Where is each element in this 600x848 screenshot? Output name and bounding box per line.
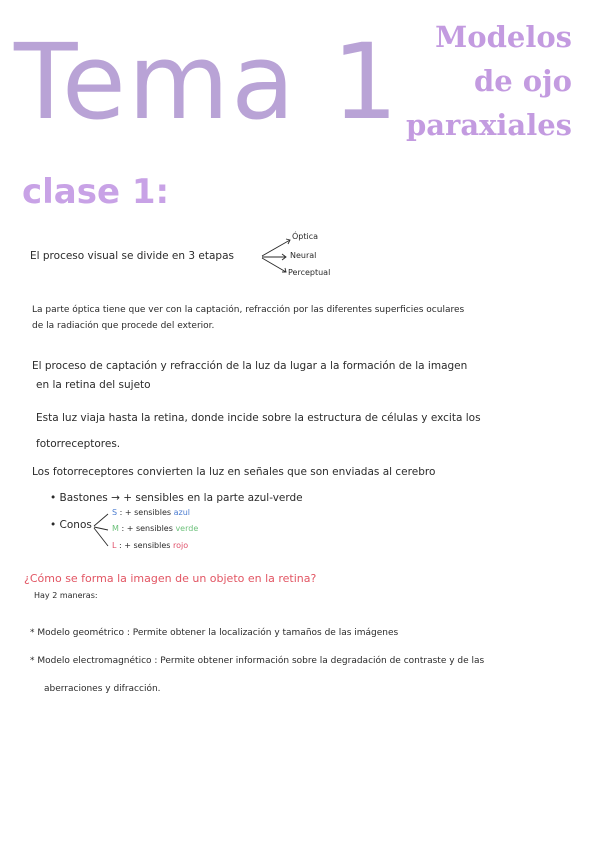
cono-l-letter: L [112, 541, 117, 550]
cono-m-text: : + sensibles [121, 524, 173, 533]
cono-s-text: : + sensibles [119, 508, 172, 517]
etapa-perceptual: Perceptual [288, 268, 331, 277]
parte-optica-line-2: de la radiación que procede del exterior. [32, 321, 215, 331]
cono-l [112, 541, 188, 550]
question-heading: ¿Cómo se forma la imagen de un objeto en la retina? [24, 572, 317, 585]
proceso-text: El proceso visual se divide en 3 etapas [30, 250, 234, 262]
bastones-text: • Bastones → + sensibles en la parte azul-verde [50, 492, 303, 504]
cono-s [112, 508, 190, 517]
modelo-geometrico: * Modelo geométrico : Permite obtener la localización y tamaños de las imágenes [30, 628, 399, 638]
etapa-optica: Óptica [292, 232, 319, 241]
cono-m-letter: M [112, 524, 119, 533]
cono-m [112, 524, 198, 533]
subtitle-line-3: paraxiales [405, 108, 572, 142]
captacion-line-2: en la retina del sujeto [36, 379, 151, 391]
page-title: Tema 1 [14, 21, 401, 143]
cono-s-letter: S [112, 508, 118, 517]
cono-l-color: rojo [173, 541, 189, 550]
cono-s-color: azul [173, 508, 191, 517]
modelo-electromagnetico-line-2: aberraciones y difracción. [44, 684, 161, 694]
subtitle-line-2: de ojo [473, 64, 572, 98]
etapa-neural: Neural [290, 251, 317, 260]
conos-label: • Conos [50, 519, 92, 531]
luz-line-1: Esta luz viaja hasta la retina, donde incide sobre la estructura de células y excita los [36, 412, 481, 424]
cono-m-color: verde [175, 524, 199, 533]
fotorreceptores-text: Los fotorreceptores convierten la luz en señales que son enviadas al cerebro [32, 466, 436, 478]
parte-optica-line-1: La parte óptica tiene que ver con la captación, refracción por las diferentes superficies oculares [32, 305, 465, 315]
luz-line-2: fotorreceptores. [36, 438, 121, 450]
captacion-line-1: El proceso de captación y refracción de la luz da lugar a la formación de la imagen [32, 360, 468, 372]
modelo-electromagnetico-line-1: * Modelo electromagnético : Permite obtener información sobre la degradación de contraste y de las [30, 656, 485, 666]
cono-l-text: : + sensibles [119, 541, 171, 550]
maneras-text: Hay 2 maneras: [34, 591, 98, 600]
subtitle-line-1: Modelos [435, 20, 572, 54]
section-heading: clase 1: [22, 172, 170, 212]
